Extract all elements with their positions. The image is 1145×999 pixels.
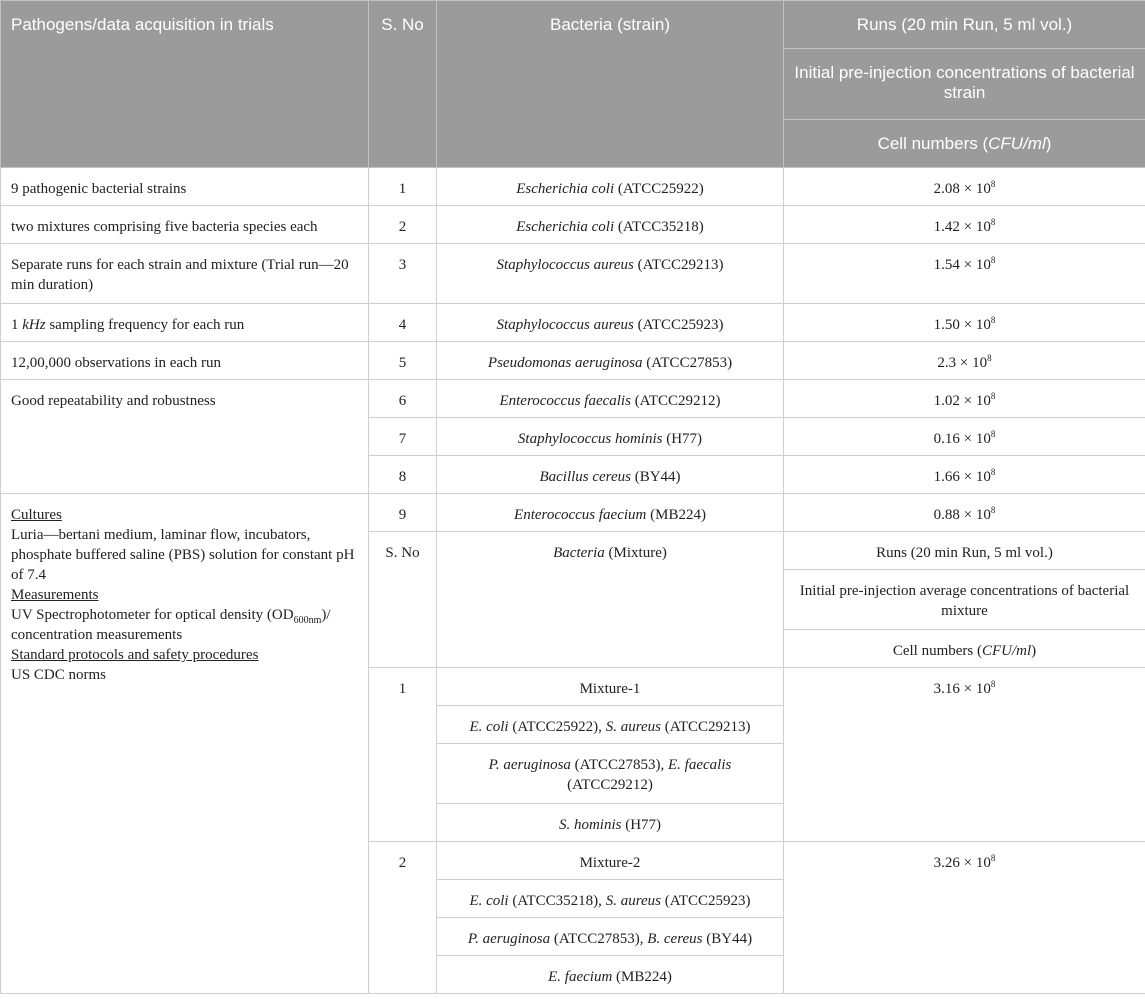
note-observations: 12,00,000 observations in each run [1, 342, 369, 380]
mixture-code: (ATCC25923) [660, 893, 751, 909]
strain-sno: 1 [369, 168, 437, 206]
mixture-header-initial: Initial pre-injection average concentrations of bacterial mixture [784, 570, 1145, 630]
table-row [1, 494, 1145, 532]
strain-conc-base: 1.50 × 10 [933, 317, 991, 333]
mixture-species: P. aeruginosa [488, 757, 571, 773]
note-repeatability: Good repeatability and robustness [1, 380, 369, 494]
strain-code: (ATCC25922) [617, 181, 704, 197]
measurements-sub: 600nm [293, 615, 322, 626]
mixture-header-bacteria-b: (Mixture) [604, 545, 667, 561]
header-sno: S. No [369, 1, 437, 168]
strain-species: Escherichia coli [516, 219, 615, 235]
strain-concentration [784, 380, 1145, 418]
strain-concentration [784, 456, 1145, 494]
strain-sno: 3 [369, 244, 437, 304]
table-row [1, 168, 1145, 206]
strain-code: (H77) [666, 431, 703, 447]
mixture-header-cells-b: ) [1031, 643, 1037, 659]
measurements-text-a: UV Spectrophotometer for optical density (OD [11, 607, 294, 623]
mixture-concentration [784, 842, 1145, 994]
mixture-species: P. aeruginosa [467, 931, 551, 947]
mixture-name: Mixture-1 [437, 668, 784, 706]
mixture-code: (ATCC29213) [660, 719, 751, 735]
strain-concentration [784, 206, 1145, 244]
note-methods [1, 494, 369, 994]
mixture-component [437, 956, 784, 994]
note-sampling-a: 1 [11, 317, 23, 333]
strain-sno: 6 [369, 380, 437, 418]
header-row [1, 1, 1145, 49]
strain-species: Staphylococcus aureus [496, 317, 634, 333]
mixture-species: S. aureus [605, 893, 661, 909]
header-cell-numbers-b: ) [1045, 134, 1052, 153]
mixture-code: (ATCC25922), [508, 719, 606, 735]
strain-concentration [784, 342, 1145, 380]
table-row [1, 304, 1145, 342]
strain-name [437, 418, 784, 456]
mixture-component [437, 880, 784, 918]
strain-species: Pseudomonas aeruginosa [487, 355, 643, 371]
mixture-header-cells-unit: CFU/ml [981, 643, 1032, 659]
strain-conc-exp: 8 [990, 179, 996, 189]
strain-code: (MB224) [650, 507, 706, 523]
mixture-code: (ATCC29212) [567, 777, 653, 793]
mixture-species: E. faecalis [668, 757, 732, 773]
strain-sno: 5 [369, 342, 437, 380]
strain-conc-base: 1.54 × 10 [933, 257, 991, 273]
strain-species: Escherichia coli [516, 181, 615, 197]
header-cell-numbers [784, 120, 1145, 168]
strain-code: (ATCC29212) [634, 393, 721, 409]
strain-conc-exp: 8 [990, 429, 996, 439]
strain-name [437, 342, 784, 380]
strain-name [437, 244, 784, 304]
strain-conc-base: 0.16 × 10 [933, 431, 991, 447]
strain-conc-exp: 8 [990, 315, 996, 325]
protocols-text: US CDC norms [11, 667, 107, 683]
strain-conc-exp: 8 [987, 353, 992, 363]
strain-name [437, 380, 784, 418]
protocols-heading: Standard protocols and safety procedures [11, 647, 259, 663]
mixture-species: S. aureus [605, 719, 661, 735]
mixture-conc-exp: 8 [990, 679, 996, 689]
table-row [1, 342, 1145, 380]
strain-code: (ATCC29213) [637, 257, 724, 273]
cultures-text: Luria—bertani medium, laminar flow, incubators, phosphate buffered saline (PBS) solution for constant pH of 7.4 [11, 527, 355, 583]
strain-name [437, 168, 784, 206]
mixture-species: B. cereus [647, 931, 703, 947]
strain-conc-exp: 8 [990, 505, 996, 515]
note-mixtures: two mixtures comprising five bacteria species each [1, 206, 369, 244]
strain-code: (ATCC35218) [617, 219, 704, 235]
strain-conc-base: 1.02 × 10 [933, 393, 991, 409]
note-sampling-b: sampling frequency for each run [45, 317, 245, 333]
strain-sno: 4 [369, 304, 437, 342]
strain-conc-base: 2.08 × 10 [933, 181, 991, 197]
mixture-header-runs: Runs (20 min Run, 5 ml vol.) [784, 532, 1145, 570]
strain-name [437, 304, 784, 342]
mixture-species: S. hominis [558, 817, 622, 833]
mixture-code: (ATCC27853), [570, 757, 668, 773]
note-sampling [1, 304, 369, 342]
mixture-conc-base: 3.26 × 10 [933, 855, 991, 871]
mixture-conc-exp: 8 [990, 853, 996, 863]
strain-sno: 9 [369, 494, 437, 532]
strain-name [437, 456, 784, 494]
strain-species: Bacillus cereus [539, 469, 631, 485]
note-separate-runs: Separate runs for each strain and mixture (Trial run—20 min duration) [1, 244, 369, 304]
strain-code: (ATCC27853) [646, 355, 733, 371]
strain-species: Staphylococcus aureus [496, 257, 634, 273]
header-initial-concentration: Initial pre-injection concentrations of bacterial strain [784, 49, 1145, 120]
header-cell-numbers-unit: CFU/ml [988, 134, 1046, 153]
strain-conc-base: 0.88 × 10 [933, 507, 991, 523]
mixture-conc-base: 3.16 × 10 [933, 681, 991, 697]
header-bacteria: Bacteria (strain) [437, 1, 784, 168]
mixture-species: E. coli [469, 719, 509, 735]
table-row [1, 206, 1145, 244]
measurements-text [11, 605, 358, 645]
mixture-species: E. faecium [548, 969, 613, 985]
strain-code: (BY44) [634, 469, 681, 485]
note-sampling-unit: kHz [22, 317, 46, 333]
note-strains: 9 pathogenic bacterial strains [1, 168, 369, 206]
mixture-sno: 2 [369, 842, 437, 994]
strain-conc-exp: 8 [990, 391, 996, 401]
strain-conc-base: 1.66 × 10 [933, 469, 991, 485]
mixture-name: Mixture-2 [437, 842, 784, 880]
table-row [1, 244, 1145, 304]
cultures-heading: Cultures [11, 507, 62, 523]
mixture-component [437, 804, 784, 842]
strain-concentration [784, 418, 1145, 456]
mixture-sno: 1 [369, 668, 437, 842]
strain-conc-exp: 8 [990, 255, 996, 265]
mixture-code: (MB224) [612, 969, 672, 985]
strain-species: Enterococcus faecalis [499, 393, 631, 409]
strain-concentration [784, 494, 1145, 532]
strain-sno: 7 [369, 418, 437, 456]
strain-concentration [784, 304, 1145, 342]
mixture-concentration [784, 668, 1145, 842]
strain-conc-base: 1.42 × 10 [933, 219, 991, 235]
measurements-heading: Measurements [11, 587, 99, 603]
mixture-code: (ATCC27853), [550, 931, 648, 947]
strain-code: (ATCC25923) [637, 317, 724, 333]
header-pathogens: Pathogens/data acquisition in trials [1, 1, 369, 168]
strain-concentration [784, 168, 1145, 206]
header-cell-numbers-a: Cell numbers ( [877, 134, 989, 153]
strain-name [437, 206, 784, 244]
header-runs: Runs (20 min Run, 5 ml vol.) [784, 1, 1145, 49]
strain-conc-exp: 8 [990, 467, 996, 477]
strain-name [437, 494, 784, 532]
mixture-code: (ATCC35218), [508, 893, 606, 909]
mixture-component [437, 744, 784, 804]
mixture-code: (BY44) [702, 931, 753, 947]
mixture-header-bacteria-a: Bacteria [553, 545, 605, 561]
strain-species: Enterococcus faecium [514, 507, 647, 523]
mixture-header-cells [784, 630, 1145, 668]
mixture-component [437, 918, 784, 956]
mixture-header-cells-a: Cell numbers ( [892, 643, 982, 659]
strain-concentration [784, 244, 1145, 304]
mixture-code: (H77) [621, 817, 662, 833]
table-row [1, 380, 1145, 418]
mixture-species: E. coli [469, 893, 509, 909]
mixture-header-sno: S. No [369, 532, 437, 668]
mixture-header-bacteria [437, 532, 784, 668]
strain-conc-base: 2.3 × 10 [937, 355, 988, 371]
strain-conc-exp: 8 [990, 217, 996, 227]
strain-species: Staphylococcus hominis [517, 431, 663, 447]
strain-sno: 8 [369, 456, 437, 494]
strain-sno: 2 [369, 206, 437, 244]
mixture-component [437, 706, 784, 744]
measurements-text-b: )/ concentration measurements [11, 607, 331, 643]
